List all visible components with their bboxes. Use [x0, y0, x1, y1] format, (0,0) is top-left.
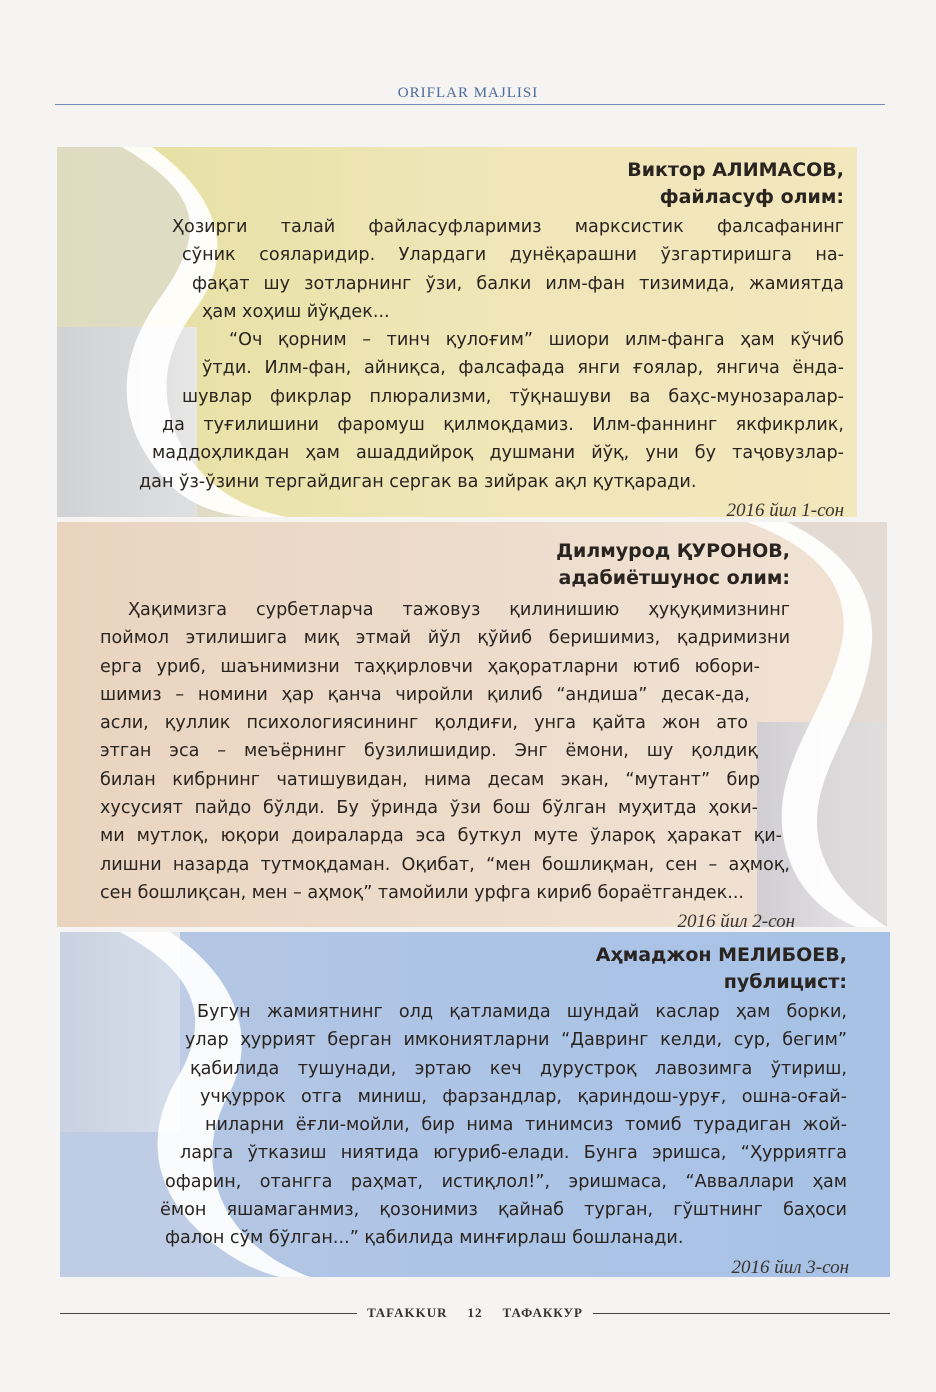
quote-paragraph [160, 998, 847, 1253]
footer-journal-latin: TAFAKKUR [367, 1305, 448, 1320]
text-line: қабилида тушунади, эртаю кеч дурустроқ лавозимга ўтириш, [190, 1058, 847, 1079]
text-line: маддоҳликдан ҳам ашаддийроқ душмани йўқ, уни бу таҷовузлар- [152, 443, 844, 464]
text-line: ларга ўтказиш ниятида югуриб-елади. Бунга эришса, “Ҳурриятга [180, 1143, 847, 1164]
quote-panel-3 [60, 932, 890, 1277]
quote-paragraph [100, 596, 790, 907]
text-line: офарин, отангга раҳмат, истиқлол!”, эришмаса, “Авваллари ҳам [165, 1171, 847, 1192]
footer-rule-left [60, 1313, 357, 1314]
page-footer [60, 1302, 890, 1324]
text-line: асли, қуллик психологиясининг қолдиғи, унга қайта жон ато [100, 713, 748, 734]
text-line: Бугун жамиятнинг олд қатламида шундай каслар ҳам борки, [197, 1002, 847, 1022]
author-role: адабиётшунос олим: [558, 567, 790, 589]
footer-rule-right [593, 1313, 890, 1314]
text-line: ми мутлоқ, юқори доираларда эса буткул муте ўлароқ ҳаракат қи- [100, 826, 782, 847]
author-name: Дилмурод ҚУРОНОВ, [556, 540, 790, 562]
text-line: дан ўз-ўзини тергайдиган сергак ва зийрак ақл қутқаради. [139, 471, 697, 492]
text-line: шимиз – номини ҳар қанча чиройли қилиб “андиша” десак-да, [100, 684, 750, 705]
quote-panel-1 [57, 147, 857, 517]
quote-paragraph [172, 213, 844, 326]
text-line: сўник сояларидир. Улардаги дунёқарашни ўзгартиришга на- [182, 245, 844, 266]
author-role: файласуф олим: [659, 186, 844, 208]
author-role: публицист: [723, 971, 847, 993]
quote-panel-2 [57, 522, 887, 927]
text-line: “Оч қорним – тинч қулоғим” шиори илм-фанга ҳам кўчиб [229, 330, 844, 351]
text-line: фақат шу зотларнинг ўзи, балки илм-фан тизимида, жамиятда [192, 273, 844, 294]
source-citation: 2016 йил 3-сон [731, 1256, 849, 1277]
text-line: ниларни ёғли-мойли, бир нима тинимсиз томиб турадиган жой- [205, 1115, 847, 1136]
quote-paragraph [139, 326, 844, 496]
header-rule [55, 104, 885, 105]
source-citation: 2016 йил 2-сон [677, 911, 795, 927]
text-line: Ҳақимизга сурбетларча тажовуз қилинишию ҳуқуқимизнинг [128, 600, 790, 620]
source-citation: 2016 йил 1-сон [726, 499, 844, 517]
text-line: лишни назарда тутмоқдаман. Оқибат, “мен бошлиқман, сен – аҳмоқ, [100, 854, 790, 875]
text-line: ҳам хоҳиш йўқдек... [202, 301, 390, 322]
text-line: сен бошлиқсан, мен – аҳмоқ” тамойили урфга кириб бораётгандек... [100, 882, 745, 903]
text-line: да туғилишини фаромуш қилмоқдамиз. Илм-фаннинг якфикрлик, [162, 415, 844, 436]
text-line: ўтди. Илм-фан, айниқса, фалсафада янги ғоялар, янгича ёнда- [202, 358, 844, 379]
text-line: учқуррок отга миниш, фарзандлар, қариндош-уруғ, ошна-оғай- [200, 1086, 847, 1107]
text-line: шувлар фикрлар плюрализми, тўқнашуви ва баҳс-мунозаралар- [182, 386, 844, 407]
author-name: Аҳмаджон МЕЛИБОЕВ, [595, 944, 847, 966]
footer-journal-cyrillic: ТАФАККУР [502, 1305, 583, 1320]
text-line: улар ҳуррият берган имкониятларни “Давринг келди, сур, бегим” [185, 1030, 847, 1051]
text-line: ерга уриб, шаънимизни таҳқирловчи ҳақоратларни ютиб юбори- [100, 656, 760, 677]
author-name: Виктор АЛИМАСОВ, [627, 159, 844, 181]
text-line: фалон сўм бўлган...” қабилида минғирлаш бошланади. [165, 1228, 684, 1249]
text-line: поймол этилишига миқ этмай йўл қўйиб беришимиз, қадримизни [100, 628, 790, 649]
text-line: этган эса – меъёрнинг бузилишидир. Энг ёмони, шу қолдиқ [100, 741, 758, 762]
text-line: ёмон яшамаганмиз, қозонимиз қайнаб турган, гўштнинг баҳоси [160, 1200, 847, 1221]
text-line: хусусият пайдо бўлди. Бу ўринда ўзи бош бўлган муҳитда ҳоки- [100, 798, 758, 819]
page-number: 12 [467, 1305, 483, 1320]
text-line: Ҳозирги талай файласуфларимиз марксистик фалсафанинг [172, 217, 844, 237]
running-header: ORIFLAR MAJLISI [397, 85, 539, 101]
text-line: билан кибрнинг чатишувидан, нима десам экан, “мутант” бир [100, 769, 760, 790]
